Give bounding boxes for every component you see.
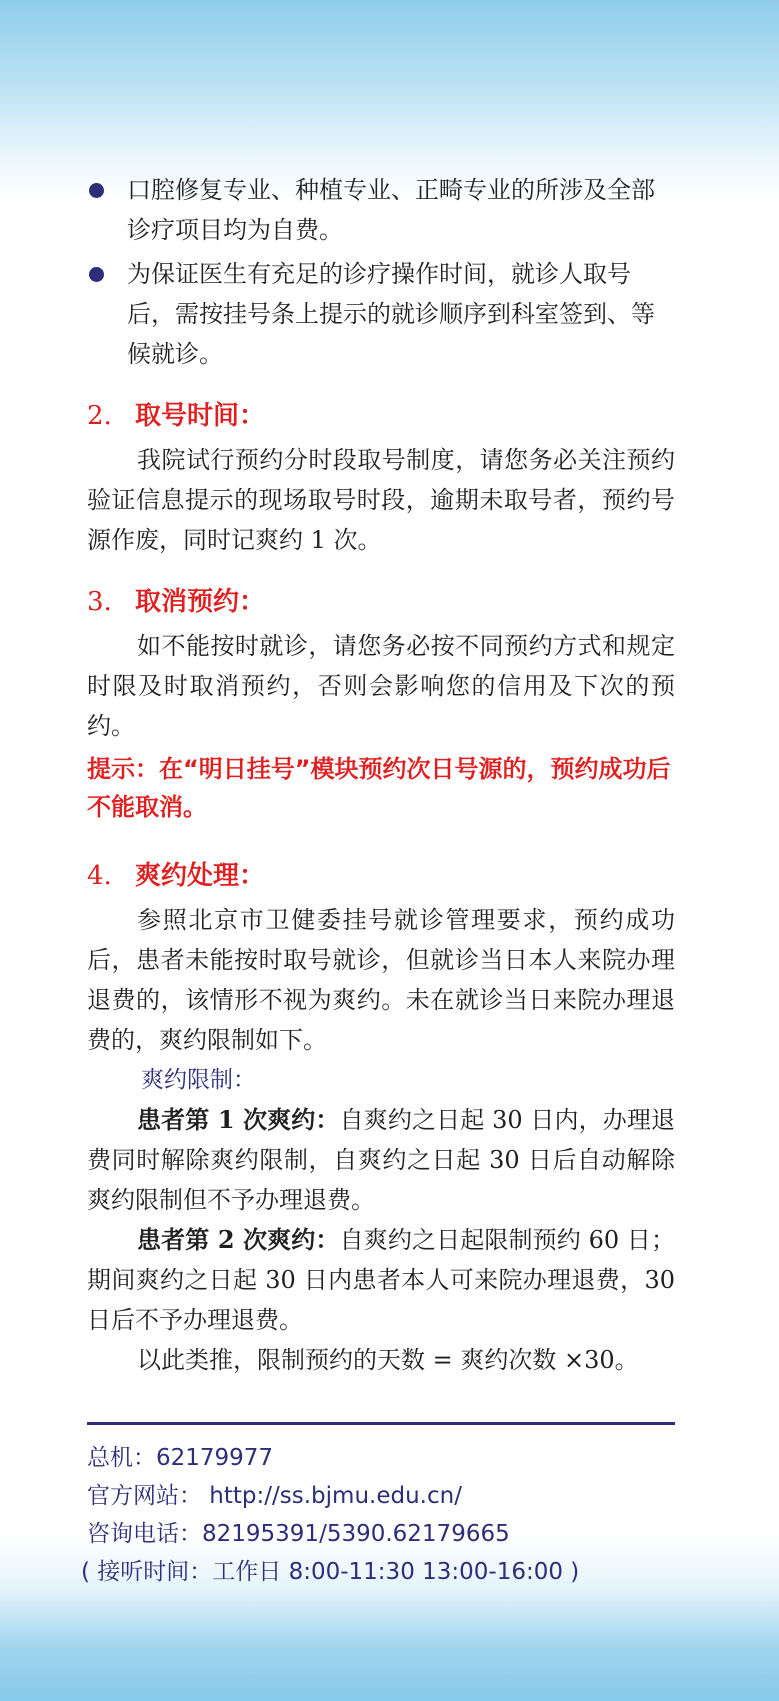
- no-show-closing: 以此类推，限制预约的天数 = 爽约次数 ×30。: [137, 1346, 639, 1374]
- section-heading-no-show: [87, 856, 675, 896]
- rule-text: 自爽约之日起限制预约 60 日；期间爽约之日起 30 日内患者本人可来院办理退费，30 日后不予办理退费。: [87, 1226, 676, 1334]
- no-show-rule-second: [87, 1220, 675, 1340]
- official-website[interactable]: 官方网站： http://ss.bjmu.edu.cn/: [87, 1483, 462, 1509]
- phone-hours: ( 接听时间：工作日 8:00-11:30 13:00-16:00 ): [81, 1559, 580, 1585]
- section-number: 2.: [87, 401, 112, 431]
- no-show-rule-first: [87, 1100, 675, 1220]
- switchboard-number: 总机：62179977: [87, 1445, 274, 1471]
- section-number: 4.: [87, 861, 112, 891]
- cancel-tip: 提示：在“明日挂号”模块预约次日号源的，预约成功后不能取消。: [87, 755, 671, 821]
- section-title: 爽约处理：: [135, 861, 266, 891]
- bullet-dot-icon: [89, 183, 104, 198]
- section-body-pickup-time: 我院试行预约分时段取号制度，请您务必关注预约验证信息提示的现场取号时段，逾期未取号者，预约号源作废，同时记爽约 1 次。: [87, 446, 675, 554]
- no-show-limit-subheading: 爽约限制：: [141, 1067, 256, 1093]
- consult-phone: 咨询电话：82195391/5390.62179665: [87, 1521, 510, 1547]
- bullet-item-checkin: [87, 254, 675, 374]
- section-number: 3.: [87, 587, 112, 617]
- section-heading-cancel: [87, 582, 675, 622]
- rule-term: 患者第 1 次爽约：: [137, 1105, 340, 1134]
- section-body-no-show: 参照北京市卫健委挂号就诊管理要求，预约成功后，患者未能按时取号就诊，但就诊当日本人来院办理退费的，该情形不视为爽约。未在就诊当日来院办理退费的，爽约限制如下。: [87, 906, 675, 1054]
- notice-page: [81, 170, 676, 1591]
- bullet-item-self-pay: [87, 170, 675, 250]
- rule-text: 自爽约之日起 30 日内，办理退费同时解除爽约限制，自爽约之日起 30 日后自动解除爽约限制但不予办理退费。: [87, 1106, 676, 1214]
- section-title: 取消预约：: [135, 587, 266, 617]
- section-heading-pickup-time: [87, 396, 675, 436]
- rule-term: 患者第 2 次爽约：: [137, 1225, 340, 1254]
- section-title: 取号时间：: [135, 401, 266, 431]
- bullet-text: 口腔修复专业、种植专业、正畸专业的所涉及全部诊疗项目均为自费。: [127, 176, 655, 244]
- bullet-dot-icon: [89, 267, 104, 282]
- section-body-cancel: 如不能按时就诊，请您务必按不同预约方式和规定时限及时取消预约，否则会影响您的信用及下次的预约。: [87, 632, 675, 740]
- divider-line: [87, 1422, 675, 1425]
- bullet-text: 为保证医生有充足的诊疗操作时间，就诊人取号后，需按挂号条上提示的就诊顺序到科室签到、等候就诊。: [127, 260, 655, 368]
